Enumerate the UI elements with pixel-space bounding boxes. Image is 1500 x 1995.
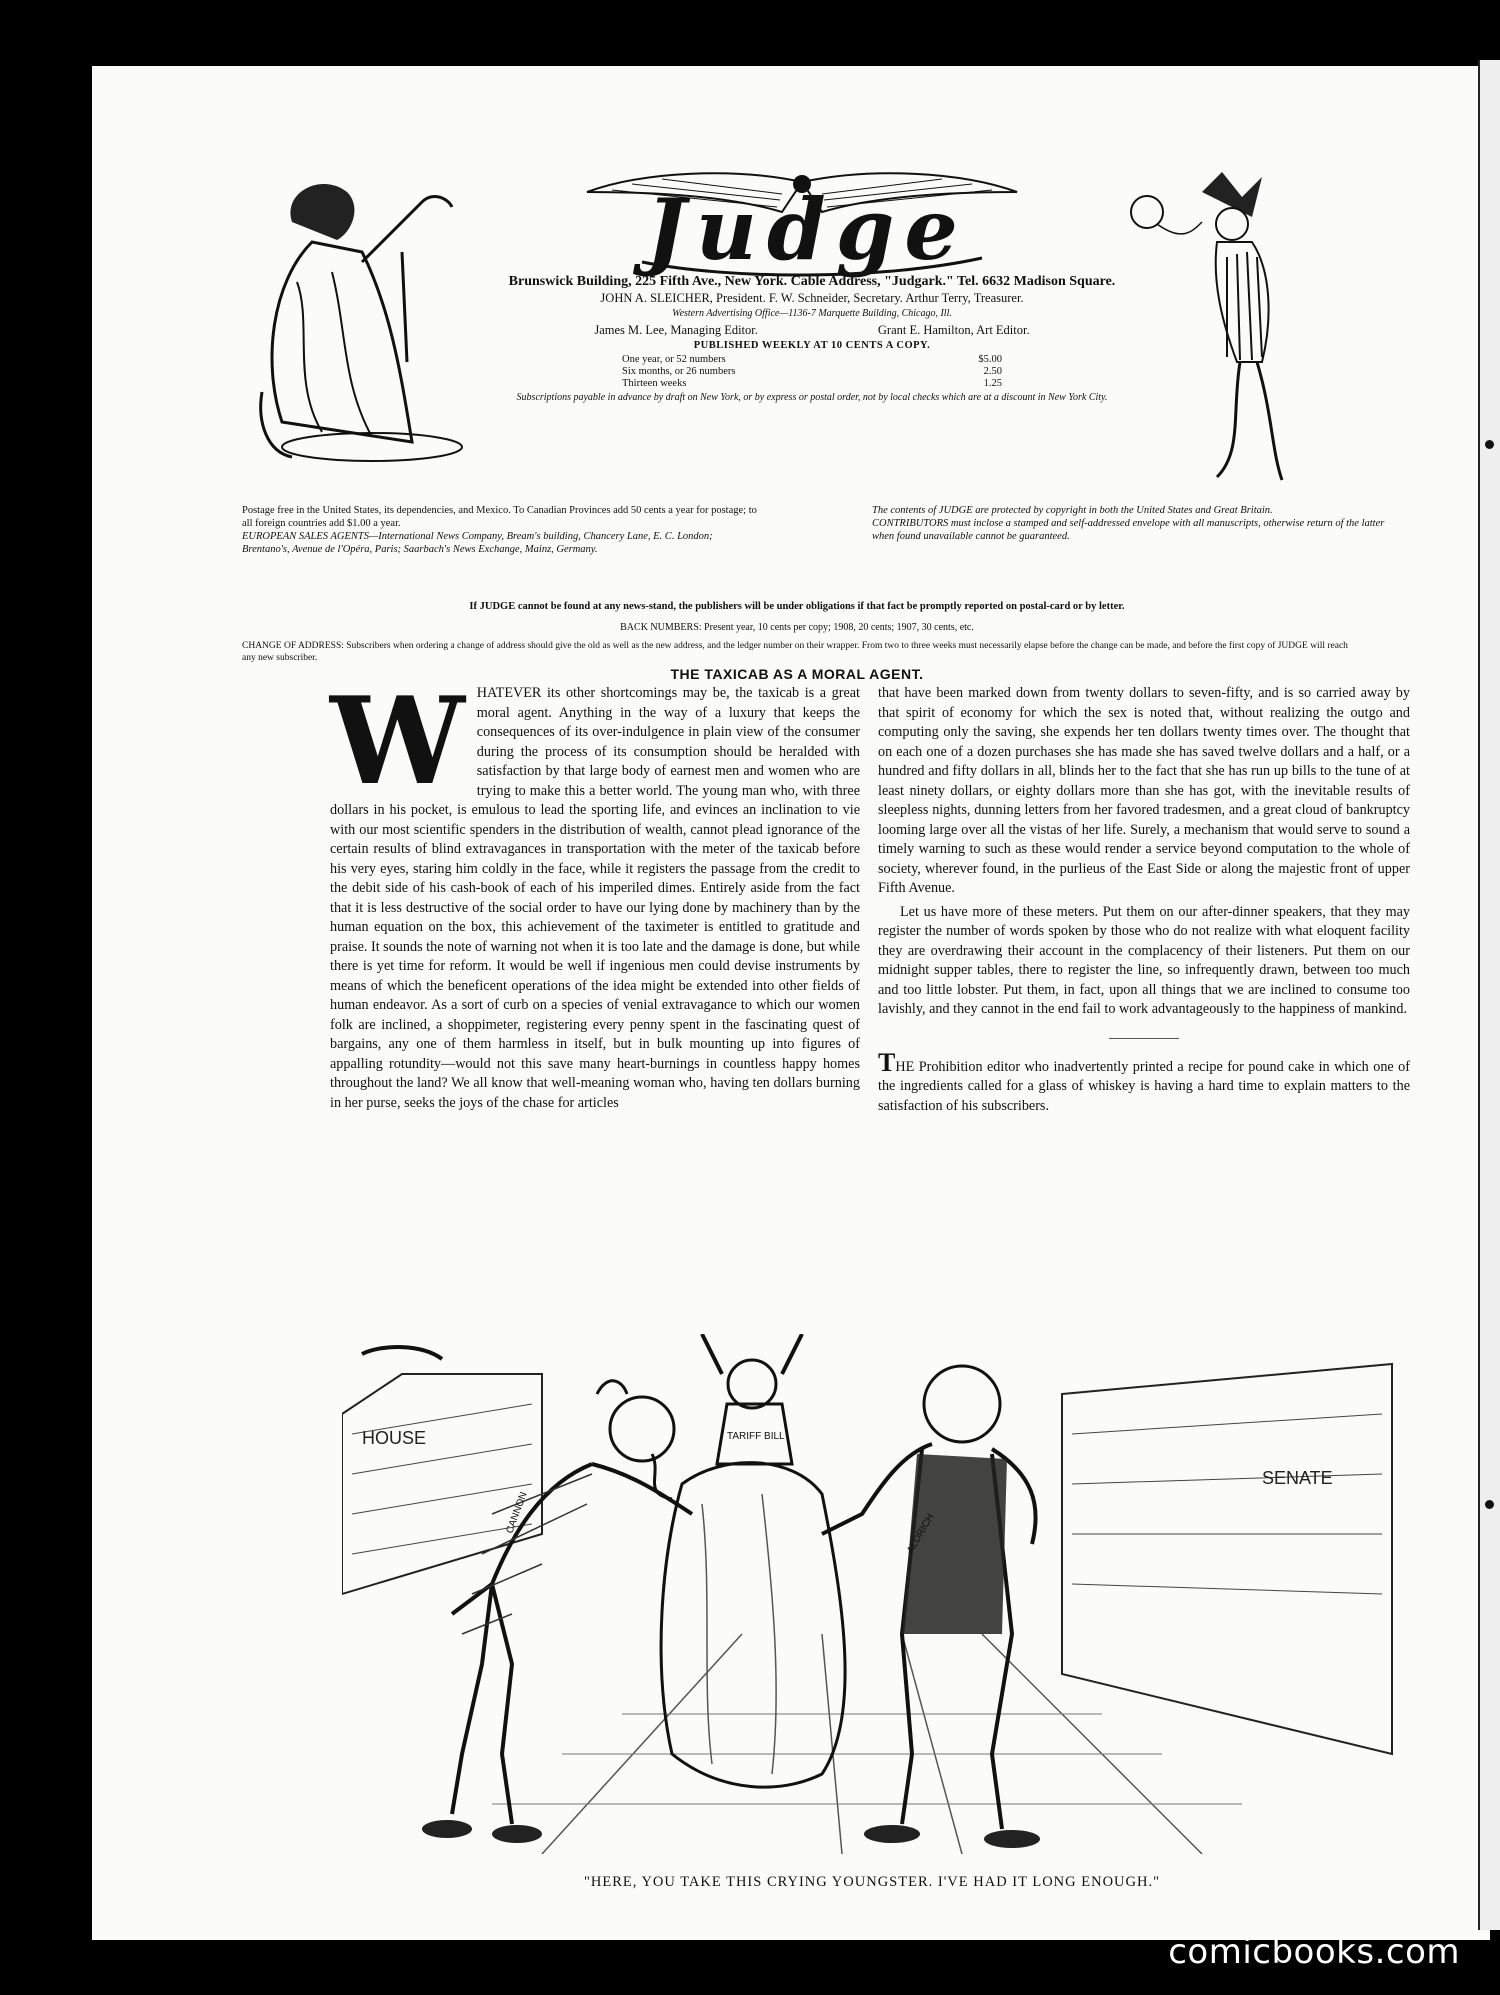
tariff-bill-label: TARIFF BILL <box>727 1431 785 1442</box>
article-paragraph: Let us have more of these meters. Put them on our after-dinner speakers, that they may register the number of words spoken by those who do not realize with what eloquent facility they are overdrawing their account in the complacency of their listeners. Put them on our midnight supper tables, there to register the line, so infrequently drawn, between too much and too little lobster. Put them, in fact, upon all things that we are inclined to consume too lavishly, and they cannot in the end fail to work advantageously to the happiness of mankind. <box>878 903 1410 1017</box>
article-column-2 <box>878 684 1410 1116</box>
baby-figure <box>661 1334 845 1787</box>
watermark: comicbooks.com <box>1168 1932 1460 1972</box>
officers-line: JOHN A. SLEICHER, President. F. W. Schneider, Secretary. Arthur Terry, Treasurer. <box>600 291 1024 305</box>
political-cartoon <box>342 1334 1402 1854</box>
article-paragraph: HATEVER its other shortcomings may be, the taxicab is a great moral agent. Anything in the way of a luxury that keeps the consequences of its over-indulgence in plain view of the consumer during the process of its consumption should be heralded with satisfaction by that large body of earnest men and women who are trying to make this a better world. The young man who, with three dollars in his pocket, is emulous to lead the sporting life, and evinces an inclination to vie with our most scientific spenders in the distribution of wealth, cannot plead ignorance of the certain results of blind extravagances in transportation with the meter of the taxicab before his very eyes, staring him coldly in the face, while it registers the passage from the credit to the debit side of his cash-book of each of his imperiled dimes. Entirely aside from the fact that it is less destructive of the social order to have our lying done by machinery than by the human equation on the box, this achievement of the taximeter is entitled to gratitude and praise. It sounds the note of warning not when it is too late and the damage is done, but while there is yet time for reform. It would be well if ingenious men could devise instruments by means of which the beneficent operations of the idea might be extended into other fields of human endeavor. As a sort of curb on a species of venial extravagance to which our women folk are inclined, a shoppimeter, registering every penny spent in the fascinating quest of bargains, any one of them harmless in itself, but in bulk mounting up into figures of appalling rotundity—would not this save many heart-burnings in countless happy homes throughout the land? We all know that well-meaning woman who, having ten dollars burning in her purse, seeks the joys of the chase for articles <box>330 685 860 1111</box>
margin-dot <box>1485 440 1494 449</box>
article-paragraph: that have been marked down from twenty dollars to seven-fifty, and is so carried away by that spirit of economy for which the sex is noted that, without realizing the outgo and computing only the saving, she expends her ten dollars twenty times over. The thought that on each one of a dozen purchases she has made she has saved twelve dollars and a half, or a hundred and fifty dollars in all, blinds her to the fact that she has run up bills to the tune of at least ninety dollars, or eighty dollars more than she has got, with the inevitable results of sleepless nights, dunning letters from her favored tradesmen, and a great cloud of bankruptcy looming large over all the vistas of her life. Surely, a mechanism that would serve to sound a timely warning to such as these would render a service beyond computation to the whole of society, wherever found, in the purlieus of the East Side or along the majestic front of upper Fifth Avenue. <box>878 685 1410 896</box>
publisher-info <box>432 274 1192 406</box>
subscriptions-note: Subscriptions payable in advance by draft on New York, or by express or postal order, not by local checks which are at a discount in New York City. <box>516 392 1108 403</box>
article-title: THE TAXICAB AS A MORAL AGENT. <box>670 666 924 682</box>
art-editor: Grant E. Hamilton, Art Editor. <box>877 323 1030 337</box>
aldrich-label: ALDRICH <box>905 1511 937 1556</box>
european-agents-note: EUROPEAN SALES AGENTS—International News Company, Bream's building, Chancery Lane, E. C. London; Brentano's, Avenue de l'Opéra, Paris; Saarbach's News Exchange, Mainz, Germany. <box>242 531 713 555</box>
masthead <box>252 162 1292 492</box>
adjacent-page-edge <box>1478 60 1500 1930</box>
senate-label: SENATE <box>1262 1468 1333 1488</box>
house-label: HOUSE <box>362 1428 427 1448</box>
prohibition-item: THE Prohibition editor who inadvertently printed a recipe for pound cake in which one of the ingredients called for a glass of whiskey is having a hard time to explain matters to the satisfaction of his subscribers. <box>878 1047 1410 1114</box>
margin-dot <box>1485 1500 1494 1509</box>
postage-note: Postage free in the United States, its dependencies, and Mexico. To Canadian Provinces add 50 cents a year for postage; to all foreign countries add $1.00 a year. <box>242 505 757 529</box>
newsstand-notice: If JUDGE cannot be found at any news-stand, the publishers will be under obligations if that fact be promptly reported on postal-card or by letter. <box>469 601 1125 612</box>
cannon-label: CANNON <box>504 1490 530 1536</box>
copyright-note: The contents of JUDGE are protected by copyright in both the United States and Great Britain. <box>872 505 1273 516</box>
magazine-page <box>92 66 1490 1940</box>
published-line: PUBLISHED WEEKLY AT 10 CENTS A COPY. <box>693 340 931 351</box>
logo-title: Judge <box>646 180 968 279</box>
aldrich-figure <box>822 1366 1040 1848</box>
drop-cap: W <box>330 671 465 812</box>
address-line: Brunswick Building, 225 Fifth Ave., New York. Cable Address, "Judgark." Tel. 6632 Madison Square. <box>508 274 1116 289</box>
western-office-line: Western Advertising Office—1136-7 Marquette Building, Chicago, Ill. <box>672 308 952 319</box>
contributors-note: CONTRIBUTORS must inclose a stamped and self-addressed envelope with all manuscripts, otherwise return of the latter when found unavailable cannot be guaranteed. <box>872 518 1385 542</box>
managing-editor: James M. Lee, Managing Editor. <box>594 323 758 337</box>
back-numbers-notice: BACK NUMBERS: Present year, 10 cents per copy; 1908, 20 cents; 1907, 30 cents, etc. <box>620 622 974 633</box>
judge-logo <box>582 162 1022 282</box>
cartoon-caption: "HERE, YOU TAKE THIS CRYING YOUNGSTER. I'VE HAD IT LONG ENOUGH." <box>583 1874 1161 1890</box>
divider <box>1109 1038 1179 1039</box>
change-of-address-notice: CHANGE OF ADDRESS: Subscribers when ordering a change of address should give the old as well as the new address, and the ledger number on their wrapper. From two to three weeks must necessarily elapse before the change can be made, and before the first copy of JUDGE will reach any new subscriber. <box>242 641 1348 663</box>
cannon-figure <box>422 1381 692 1843</box>
price-row: Thirteen weeks 1.25 <box>622 378 1002 389</box>
price-table <box>622 354 1002 390</box>
price-row: Six months, or 26 numbers 2.50 <box>622 366 1002 377</box>
price-row: One year, or 52 numbers $5.00 <box>622 354 1002 365</box>
